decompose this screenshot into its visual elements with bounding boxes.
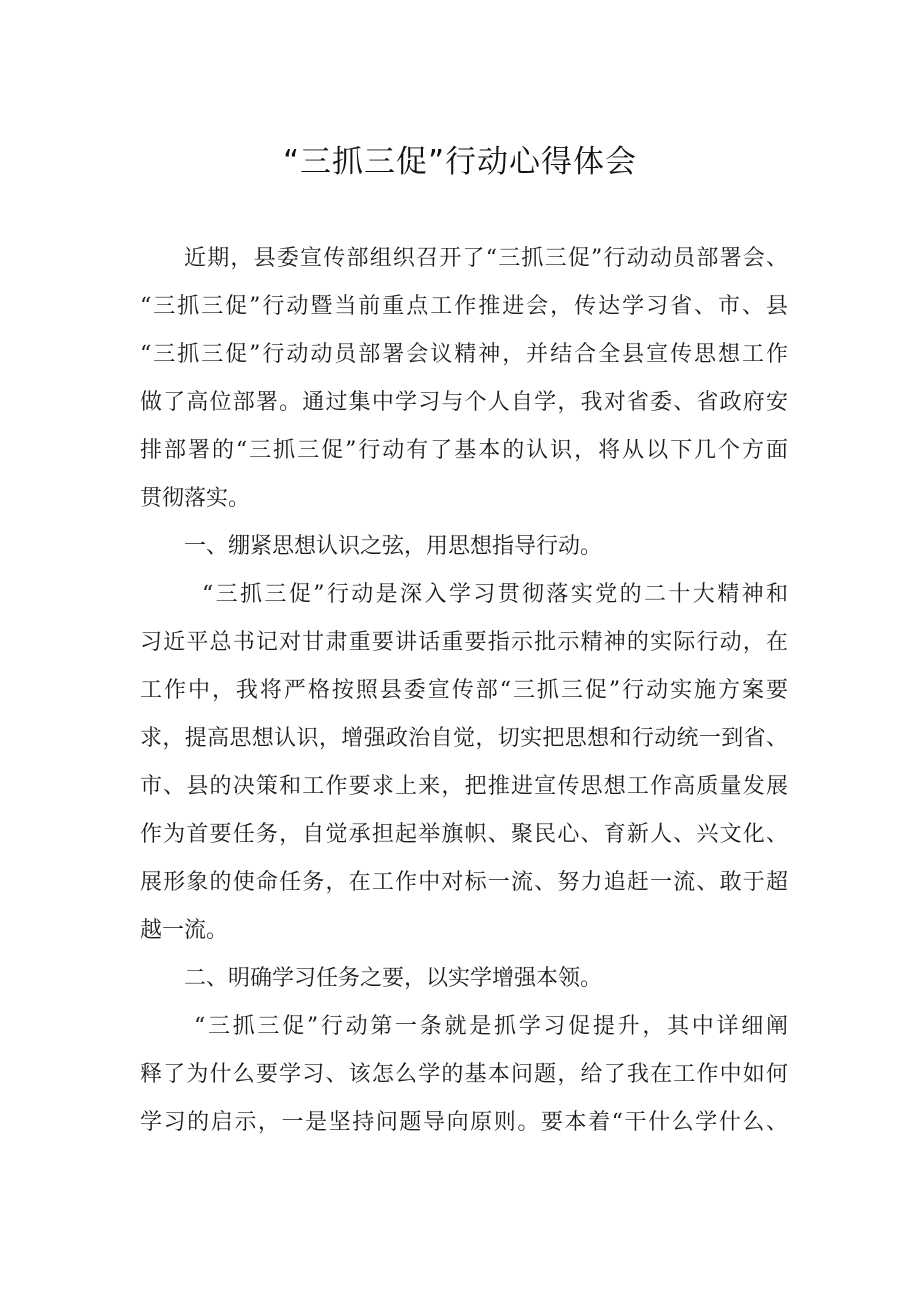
paragraph-line: 求，提高思想认识，增强政治自觉，切实把思想和行动统一到省、 — [140, 726, 788, 751]
paragraph-line: 展形象的使命任务，在工作中对标一流、努力追赶一流、敢于超 — [140, 870, 788, 895]
paragraph-line: 释了为什么要学习、该怎么学的基本问题，给了我在工作中如何 — [140, 1062, 788, 1087]
paragraph-line: 工作中，我将严格按照县委宣传部“三抓三促”行动实施方案要 — [140, 678, 788, 703]
document-body — [140, 235, 788, 1147]
paragraph-line: 市、县的决策和工作要求上来，把推进宣传思想工作高质量发展 — [140, 774, 788, 799]
paragraph-line: 近期，县委宣传部组织召开了“三抓三促”行动动员部署会、 — [184, 246, 788, 271]
paragraph-line: 贯彻落实。 — [140, 486, 251, 511]
paragraph-line: “三抓三促”行动暨当前重点工作推进会，传达学习省、市、县 — [140, 294, 788, 319]
paragraph-line: “三抓三促”行动动员部署会议精神，并结合全县宣传思想工作 — [140, 342, 788, 367]
section-heading: 一、绷紧思想认识之弦，用思想指导行动。 — [184, 534, 603, 559]
paragraph-line: “三抓三促”行动是深入学习贯彻落实党的二十大精神和 — [202, 582, 788, 607]
section-heading: 二、明确学习任务之要，以实学增强本领。 — [184, 966, 603, 991]
document-title: “三抓三促”行动心得体会 — [282, 144, 638, 180]
paragraph-line: 学习的启示，一是坚持问题导向原则。要本着“干什么学什么、 — [140, 1110, 788, 1135]
paragraph-line: 做了高位部署。通过集中学习与个人自学，我对省委、省政府安 — [140, 390, 788, 415]
paragraph-line: 作为首要任务，自觉承担起举旗帜、聚民心、育新人、兴文化、 — [140, 822, 788, 847]
paragraph-line: 习近平总书记对甘肃重要讲话重要指示批示精神的实际行动，在 — [140, 630, 788, 655]
paragraph-line: 越一流。 — [140, 918, 229, 943]
paragraph-line: 排部署的“三抓三促”行动有了基本的认识，将从以下几个方面 — [140, 438, 788, 463]
paragraph-line: “三抓三促”行动第一条就是抓学习促提升，其中详细阐 — [194, 1014, 788, 1039]
